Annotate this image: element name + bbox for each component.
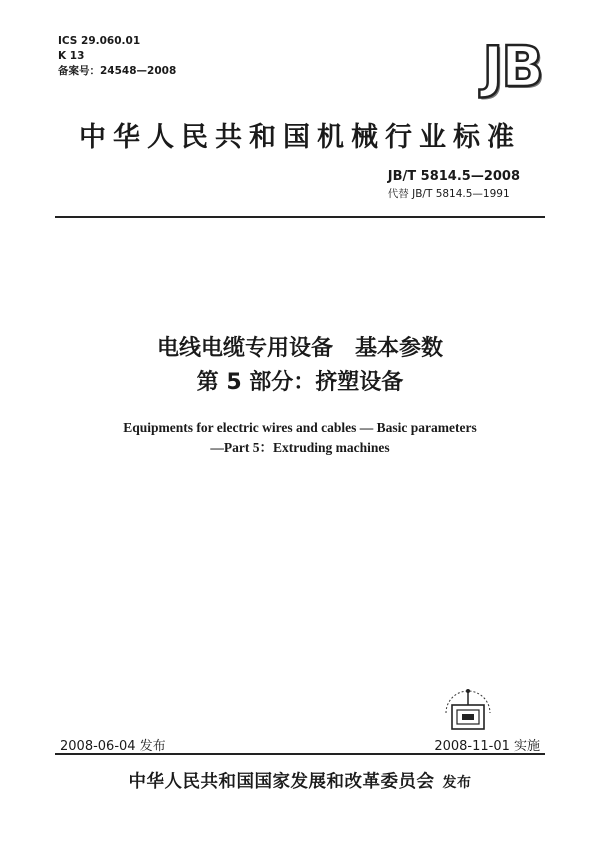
ics-code: ICS 29.060.01 xyxy=(58,35,141,47)
ccs-code: K 13 xyxy=(58,50,85,62)
bottom-divider xyxy=(55,753,545,755)
issuer-action: 发布 xyxy=(442,775,472,791)
title-chinese-line1-part-a: 电线电缆专用设备 xyxy=(156,336,333,361)
issuer-name: 中华人民共和国国家发展和改革委员会 xyxy=(128,772,435,792)
publisher-emblem-icon xyxy=(438,683,498,739)
standard-number-block xyxy=(388,168,520,202)
title-chinese xyxy=(0,332,600,400)
title-english-line1: Equipments for electric wires and cables — Basic parameters xyxy=(123,420,477,435)
title-chinese-line2: 第 5 部分：挤塑设备 xyxy=(196,370,404,395)
record-number: 备案号：24548—2008 xyxy=(58,65,177,77)
standard-code: JB/T 5814.5—2008 xyxy=(387,169,520,184)
title-english xyxy=(0,418,600,458)
publish-date: 2008-06-04 发布 xyxy=(60,739,166,754)
title-chinese-line1-part-b: 基本参数 xyxy=(355,336,444,361)
classification-block xyxy=(58,34,176,79)
top-divider xyxy=(55,216,545,218)
org-title: 中华人民共和国机械行业标准 xyxy=(79,122,521,153)
effective-date: 2008-11-01 实施 xyxy=(434,739,540,754)
title-chinese-line1 xyxy=(0,332,600,366)
replaces-standard: 代替 JB/T 5814.5—1991 xyxy=(387,188,510,200)
issuer-line xyxy=(0,768,600,793)
jb-logo: JB xyxy=(482,35,542,100)
title-english-line2: —Part 5：Extruding machines xyxy=(210,440,390,455)
